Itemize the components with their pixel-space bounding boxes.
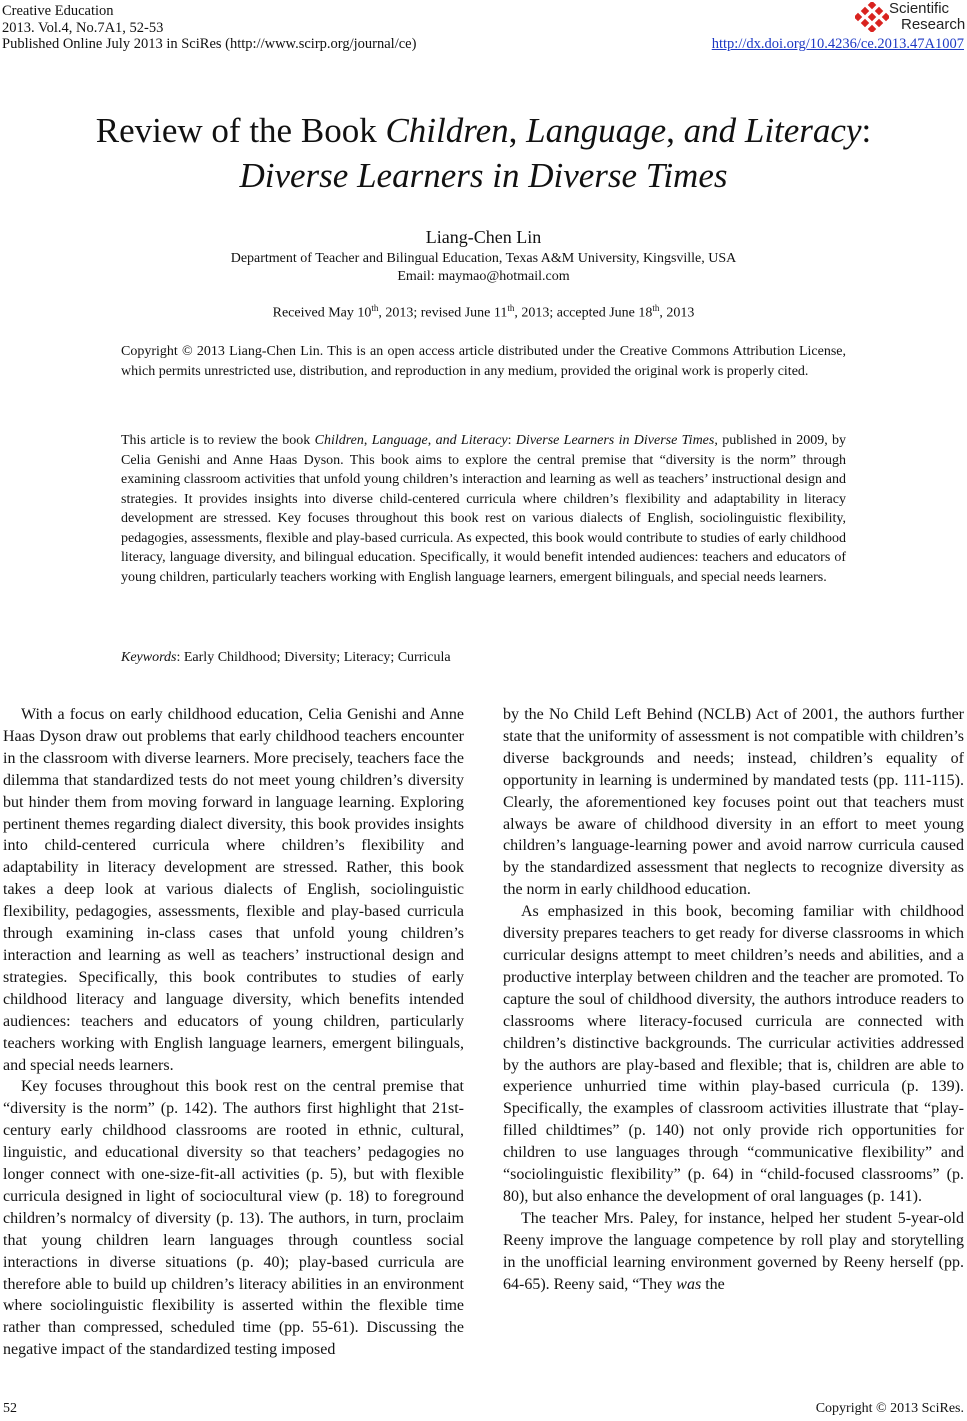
author-name: Liang-Chen Lin <box>425 227 542 247</box>
scientific-research-logo <box>855 0 965 34</box>
keywords-text: : Early Childhood; Diversity; Literacy; Curricula <box>176 650 451 665</box>
paragraph: The teacher Mrs. Paley, for instance, helped her student 5-year-old Reeny improve the language competence by roll play and storytelling in the unofficial learning environment governed by Reeny herself (pp. 64-65). Reeny said, “They was the <box>503 1209 964 1293</box>
abstract: This article is to review the book Children, Language, and Literacy: Diverse Learners in Diverse Times, published in 2009, by Celia Genishi and Anne Haas Dyson. This book aims to explore the central premise that “diversity is the norm” through examining classroom activities that unfold young children’s interaction and learning as well as teachers’ instructional design and strategies. It provides insights into diverse child-centered curricula where children’s flexibility and adaptability in literacy development are stressed. Key focuses throughout this book rest on various dialects of English, sociolinguistic flexibility, pedagogies, assessments, flexible and play-based curricula. As expected, this book would contribute to studies of early childhood literacy, language diversity, and bilingual education. Specifically, it would benefit intended audiences: teachers and educators of young children, particularly teachers working with English language learners, emergent bilinguals, and special needs learners. <box>121 433 847 585</box>
journal-header <box>2 3 416 53</box>
submission-dates: Received May 10th, 2013; revised June 11th, 2013; accepted June 18th, 2013 <box>272 303 695 321</box>
publication-info: Published Online July 2013 in SciRes (http://www.scirp.org/journal/ce) <box>2 36 417 52</box>
author-affiliation: Department of Teacher and Bilingual Education, Texas A&M University, Kingsville, USA <box>230 251 737 266</box>
copyright-notice: Copyright © 2013 Liang-Chen Lin. This is an open access article distributed under the Creative Commons Attribution License, which permits unrestricted use, distribution, and reproduction in any medium, provided the original work is properly cited. <box>121 344 846 379</box>
author-info <box>0 250 967 286</box>
paragraph: As emphasized in this book, becoming familiar with childhood diversity prepares teachers to get ready for diverse classrooms in which curricular designs attempt to meet children’s needs and abilities, and a productive interplay between children and the teacher are promoted. To capture the soul of childhood diversity, the authors introduce readers to classrooms where literacy-focused curricula are connected with children’s distinctive backgrounds. The curricular activities addressed by the authors are play-based and flexible; that is, children are able to experience unhurried time within play-based curricula (p. 139). Specifically, the examples of classroom activities illustrate that “play-filled childtimes” (p. 140) not only provide rich opportunities for children to use languages through “communicative flexibility” and “sociolinguistic flexibility” (p. 64) in “child-focused classrooms” (p. 80), but also enhance the development of oral languages (p. 141). <box>503 903 964 1205</box>
paragraph: Key focuses throughout this book rest on the central premise that “diversity is the norm” (p. 142). The authors first highlight that 21st-century early childhood classrooms are rooted in ethnic, cultural, linguistic, and educational diversity so that teachers’ pedagogies no longer connect with one-size-fit-all activities (p. 5), but with flexible curricula designed in light of sociocultural view (p. 18) to foreground children’s normalcy of diversity (p. 13). The authors, in turn, proclaim that young children learn languages through countless social interactions in diverse situations (p. 40); play-based curricula are therefore able to build up children’s literacy abilities in an environment where sociolinguistic flexibility is asserted within the flexible time rather than compressed, scheduled time (pp. 55-61). Discussing the negative impact of the standardized testing imposed <box>3 1078 464 1359</box>
journal-volume: 2013. Vol.4, No.7A1, 52-53 <box>2 19 164 36</box>
body-column-right <box>503 704 964 1295</box>
page-number: 52 <box>3 1401 17 1416</box>
keywords-label: Keywords <box>121 650 177 665</box>
logo-text-scientific: Scientific <box>889 0 950 17</box>
logo-text-research: Research <box>901 16 966 33</box>
article-title <box>0 108 967 198</box>
paragraph: by the No Child Left Behind (NCLB) Act of 2001, the authors further state that the uniformity of assessment is not compatible with children’s diverse backgrounds and needs; instead, children’s equality of opportunity in learning is undermined by mandated tests (pp. 111-115). Clearly, the aforementioned key focuses point out that teachers must always be aware of childhood diversity in an effort to meet young children’s language-learning power and avoid narrow curricula caused by the standardized assessment that neglects to recognize diversity as the norm in early childhood education. <box>503 706 964 899</box>
body-column-left <box>3 704 464 1361</box>
logo-diamond-icon <box>855 2 889 32</box>
doi-link[interactable]: http://dx.doi.org/10.4236/ce.2013.47A1007 <box>711 36 964 52</box>
footer-copyright: Copyright © 2013 SciRes. <box>815 1401 964 1416</box>
title-line-2: Diverse Learners in Diverse Times <box>239 156 728 195</box>
title-line-1: Review of the Book Children, Language, and Literacy: <box>95 111 872 150</box>
keywords <box>121 648 846 668</box>
paragraph: With a focus on early childhood education, Celia Genishi and Anne Haas Dyson draw out problems that early childhood teachers encounter in the classroom with diverse learners. More precisely, teachers face the dilemma that standardized tests do not meet young children’s diversity but hinder them from moving forward in language learning. Exploring pertinent themes regarding dialect diversity, this book provides insights into child-centered curricula where children’s flexibility and adaptability in literacy development are stressed. Rather, this book takes a deep look at various dialects of English, sociolinguistic flexibility, pedagogies, assessments, flexible and play-based curricula through examining in-class cases that unfold young children’s interaction and learning as well as teachers’ instructional design and strategies. Specifically, this book contributes to studies of early childhood literacy and language diversity, which benefits intended audiences: teachers and educators of young children, particularly teachers working with English language learners, emergent bilinguals, and special needs learners. <box>3 706 464 1074</box>
journal-name: Creative Education <box>2 3 114 19</box>
author-email: Email: maymao@hotmail.com <box>397 269 570 284</box>
